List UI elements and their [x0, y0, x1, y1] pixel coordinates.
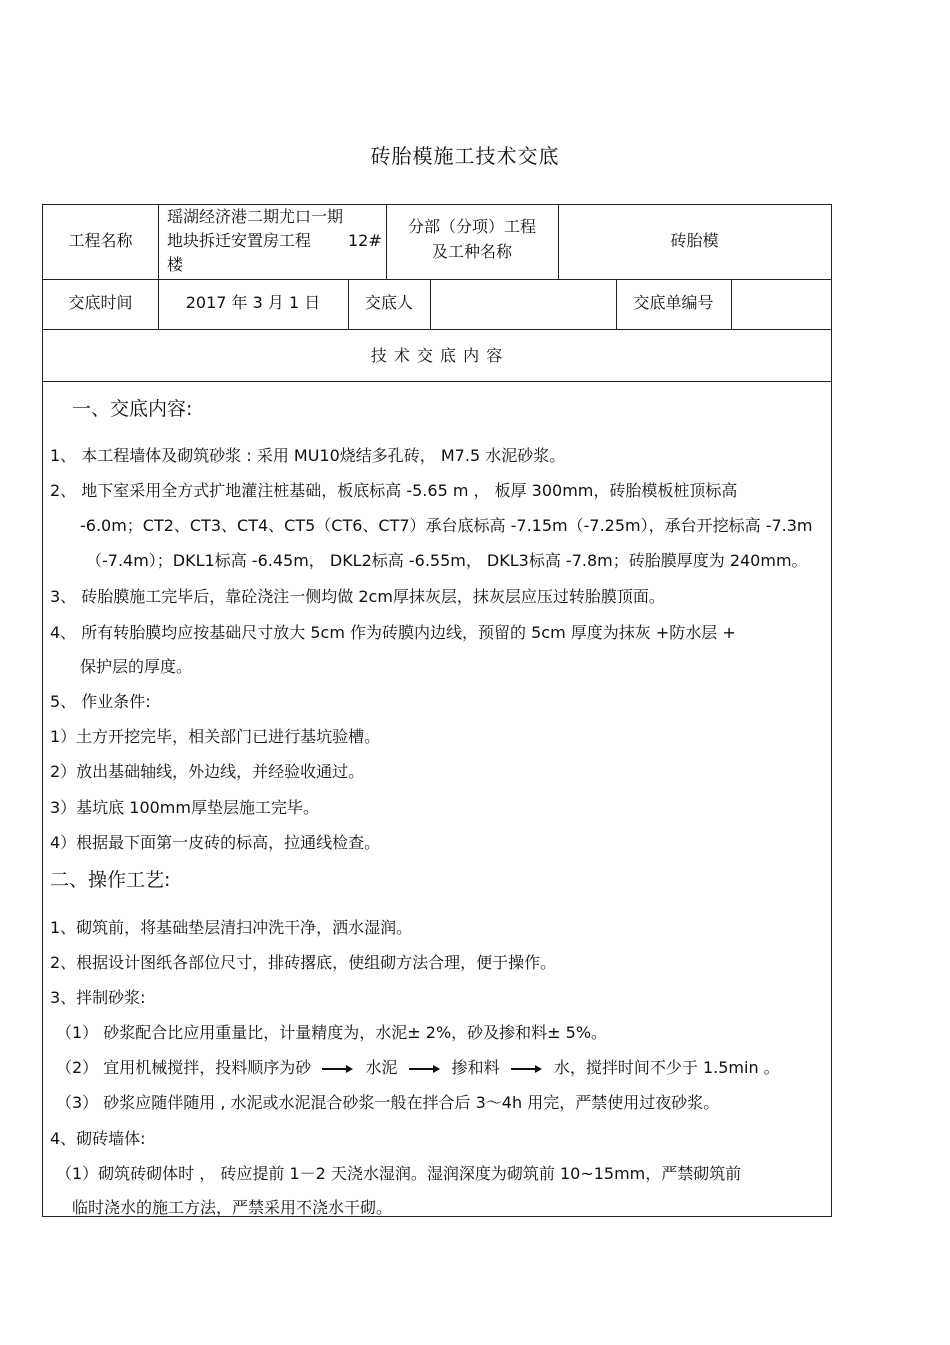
s1-line-2: 2、 地下室采用全方式扩地灌注桩基础，板底标高 -5.65 m ， 板厚 300mm，砖胎模板桩顶标高	[50, 481, 738, 500]
col-divider	[731, 279, 732, 329]
project-name-building: 12#	[348, 231, 382, 250]
s2-line-1: 1、砌筑前，将基础垫层清扫冲洗干净，洒水湿润。	[50, 918, 413, 937]
subproject-label-line1: 分部（分项）工程	[407, 217, 536, 236]
s1-line-5: 3、 砖胎膜施工完毕后，靠砼浇注一侧均做 2cm厚抹灰层，抹灰层应压过转胎膜顶面。	[50, 587, 665, 606]
s1-line-12: 4）根据最下面第一皮砖的标高，拉通线检查。	[50, 833, 381, 852]
document-title: 砖胎模施工技术交底	[370, 144, 560, 168]
presenter-label: 交底人	[364, 293, 413, 312]
subproject-value: 砖胎模	[670, 231, 719, 250]
project-name-label: 工程名称	[68, 231, 133, 250]
content-heading: 技 术 交 底 内 容	[370, 346, 504, 365]
s2-line-8: （1）砌筑砖砌体时 ， 砖应提前 1－2 天浇水湿润。湿润深度为砌筑前 10~15mm，严禁砌筑前	[56, 1164, 742, 1183]
row-divider	[43, 329, 831, 330]
project-name-line2: 地块拆迁安置房工程	[167, 231, 312, 250]
s2-line-3: 3、拌制砂浆:	[50, 988, 146, 1007]
s2-line-2: 2、根据设计图纸各部位尺寸，排砖撂底，使组砌方法合理，便于操作。	[50, 953, 557, 972]
s1-line-11: 3）基坑底 100mm厚垫层施工完毕。	[50, 798, 319, 817]
s2-line-6: （3） 砂浆应随伴随用 , 水泥或水泥混合砂浆一般在拌合后 3～4h 用完，严禁使用过夜砂浆。	[56, 1093, 720, 1112]
s1-line-1: 1、 本工程墙体及砌筑砂浆 : 采用 MU10烧结多孔砖， M7.5 水泥砂浆。	[50, 446, 566, 465]
project-name-line1: 瑶湖经济港二期尤口一期	[167, 207, 344, 226]
number-label: 交底单编号	[633, 293, 714, 312]
s1-line-6: 4、 所有转胎膜均应按基础尺寸放大 5cm 作为砖膜内边线，预留的 5cm 厚度为抹灰 +防水层 +	[50, 623, 736, 642]
row-divider	[43, 381, 831, 382]
date-value: 2017 年 3 月 1 日	[185, 293, 321, 312]
s2-line-5-part-c: 掺和料	[451, 1058, 500, 1077]
s1-line-8: 5、 作业条件:	[50, 692, 151, 711]
s2-line-5-part-b: 水泥	[365, 1058, 398, 1077]
col-divider	[158, 205, 159, 279]
row-divider	[43, 279, 831, 280]
subproject-label-line2: 及工种名称	[431, 242, 512, 261]
s1-line-10: 2）放出基础轴线，外边线，并经验收通过。	[50, 762, 365, 781]
s2-line-9: 临时浇水的施工方法，严禁采用不浇水干砌。	[72, 1198, 393, 1217]
section1-heading: 一、交底内容:	[72, 398, 193, 420]
s1-line-4: （-7.4m）；DKL1标高 -6.45m， DKL2标高 -6.55m， DKL3标高 -7.8m；砖胎膜厚度为 240mm。	[86, 551, 808, 570]
arrow-right-icon	[409, 1064, 441, 1074]
s2-line-4: （1） 砂浆配合比应用重量比，计量精度为，水泥± 2%，砂及掺和料± 5%。	[56, 1023, 608, 1042]
project-name-line3: 楼	[167, 255, 184, 274]
s2-line-5	[56, 1055, 780, 1078]
s2-line-5-part-d: 水，搅拌时间不少于 1.5min 。	[553, 1058, 780, 1077]
s2-line-7: 4、砌砖墙体:	[50, 1129, 146, 1148]
s1-line-3: -6.0m；CT2、CT3、CT4、CT5（CT6、CT7）承台底标高 -7.15m（-7.25m），承台开挖标高 -7.3m	[80, 516, 813, 535]
s2-line-5-part-a: （2） 宜用机械搅拌，投料顺序为砂	[56, 1058, 312, 1077]
arrow-right-icon	[322, 1064, 354, 1074]
section2-heading: 二、操作工艺:	[50, 869, 171, 891]
date-label: 交底时间	[68, 293, 133, 312]
s1-line-7: 保护层的厚度。	[80, 657, 193, 676]
col-divider	[430, 279, 431, 329]
s1-line-9: 1）土方开挖完毕，相关部门已进行基坑验槽。	[50, 727, 381, 746]
arrow-right-icon	[511, 1064, 543, 1074]
